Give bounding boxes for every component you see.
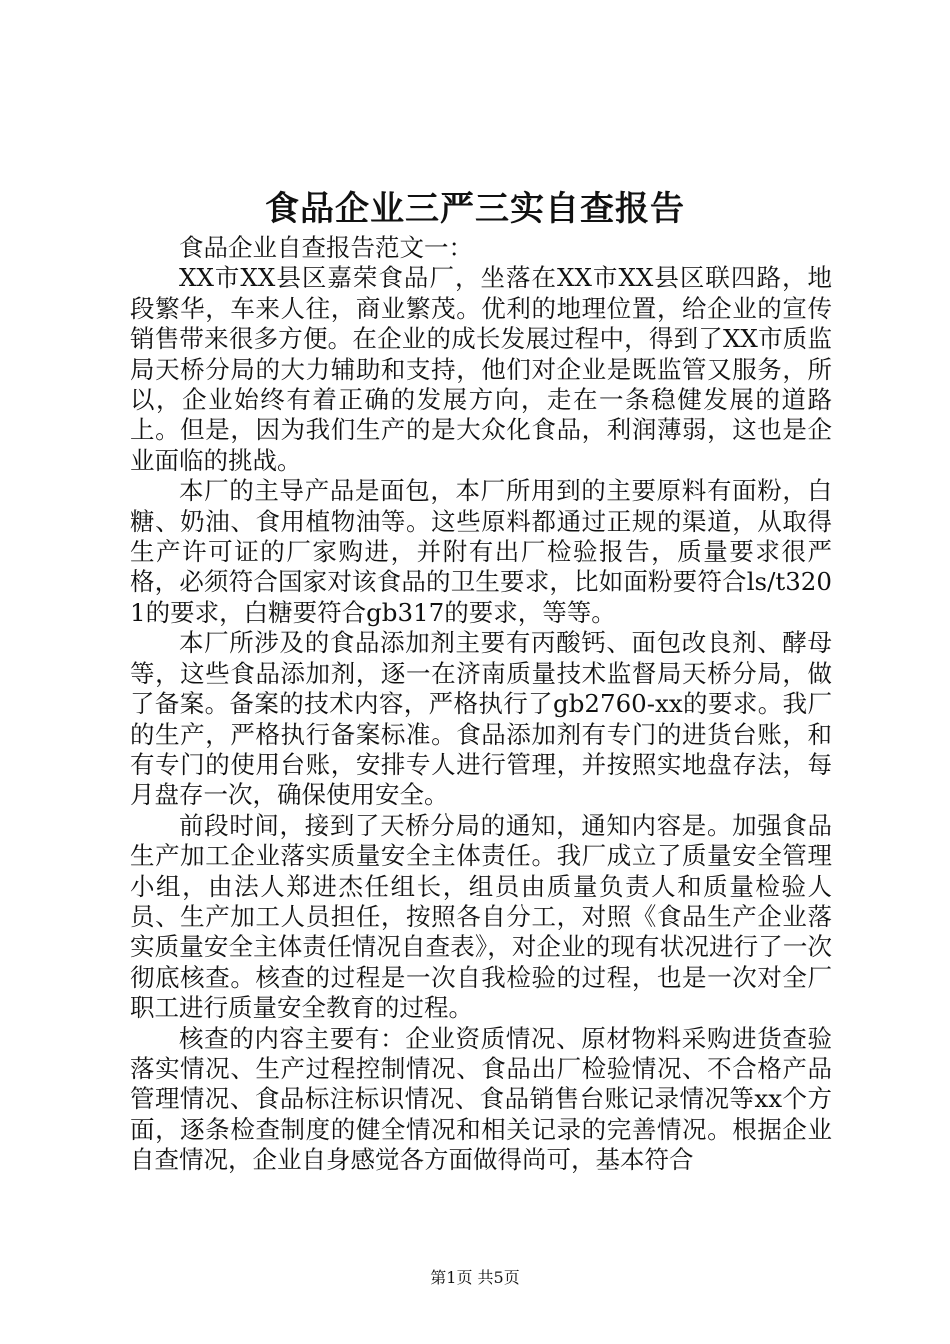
paragraph-self-inspection: 前段时间，接到了天桥分局的通知，通知内容是。加强食品生产加工企业落实质量安全主体责任。我厂成立了质量安全管理小组，由法人郑进杰任组长，组员由质量负责人和质量检验人员、生产加工人员担任，按照各自分工，对照《食品生产企业落实质量安全主体责任情况自查表》，对企业的现有状况进行了一次彻底核查。核查的过程是一次自我检验的过程，也是一次对全厂职工进行质量安全教育的过程。 [130,810,832,1023]
document-title: 食品企业三严三实自查报告 [265,189,685,229]
paragraph-inspection-content: 核查的内容主要有：企业资质情况、原材物料采购进货查验落实情况、生产过程控制情况、食品出厂检验情况、不合格产品管理情况、食品标注标识情况、食品销售台账记录情况等xx个方面，逐条检查制度的健全情况和相关记录的完善情况。根据企业自查情况，企业自身感觉各方面做得尚可，基本符合 [130,1023,832,1175]
document-body [130,233,832,1176]
paragraph-raw-materials: 本厂的主导产品是面包，本厂所用到的主要原料有面粉，白糖、奶油、食用植物油等。这些原料都通过正规的渠道，从取得生产许可证的厂家购进，并附有出厂检验报告，质量要求很严格，必须符合国家对该食品的卫生要求，比如面粉要符合ls/t3201的要求，白糖要符合gb317的要求，等等。 [130,476,832,627]
paragraph-food-additives: 本厂所涉及的食品添加剂主要有丙酸钙、面包改良剂、酵母等，这些食品添加剂，逐一在济南质量技术监督局天桥分局，做了备案。备案的技术内容，严格执行了gb2760-xx的要求。我厂的生产，严格执行备案标准。食品添加剂有专门的进货台账，和有专门的使用台账，安排专人进行管理，并按照实地盘存法，每月盘存一次，确保使用安全。 [130,628,832,810]
intro-line: 食品企业自查报告范文一： [179,233,473,262]
page-number-footer: 第1页 共5页 [430,1268,520,1287]
paragraph-company-profile: XX市XX县区嘉荣食品厂，坐落在XX市XX县区联四路，地段繁华，车来人往，商业繁茂。优利的地理位置，给企业的宣传销售带来很多方便。在企业的成长发展过程中，得到了XX市质监局天桥分局的大力辅助和支持，他们对企业是既监管又服务，所以，企业始终有着正确的发展方向，走在一条稳健发展的道路上。但是，因为我们生产的是大众化食品，利润薄弱，这也是企业面临的挑战。 [130,263,832,475]
